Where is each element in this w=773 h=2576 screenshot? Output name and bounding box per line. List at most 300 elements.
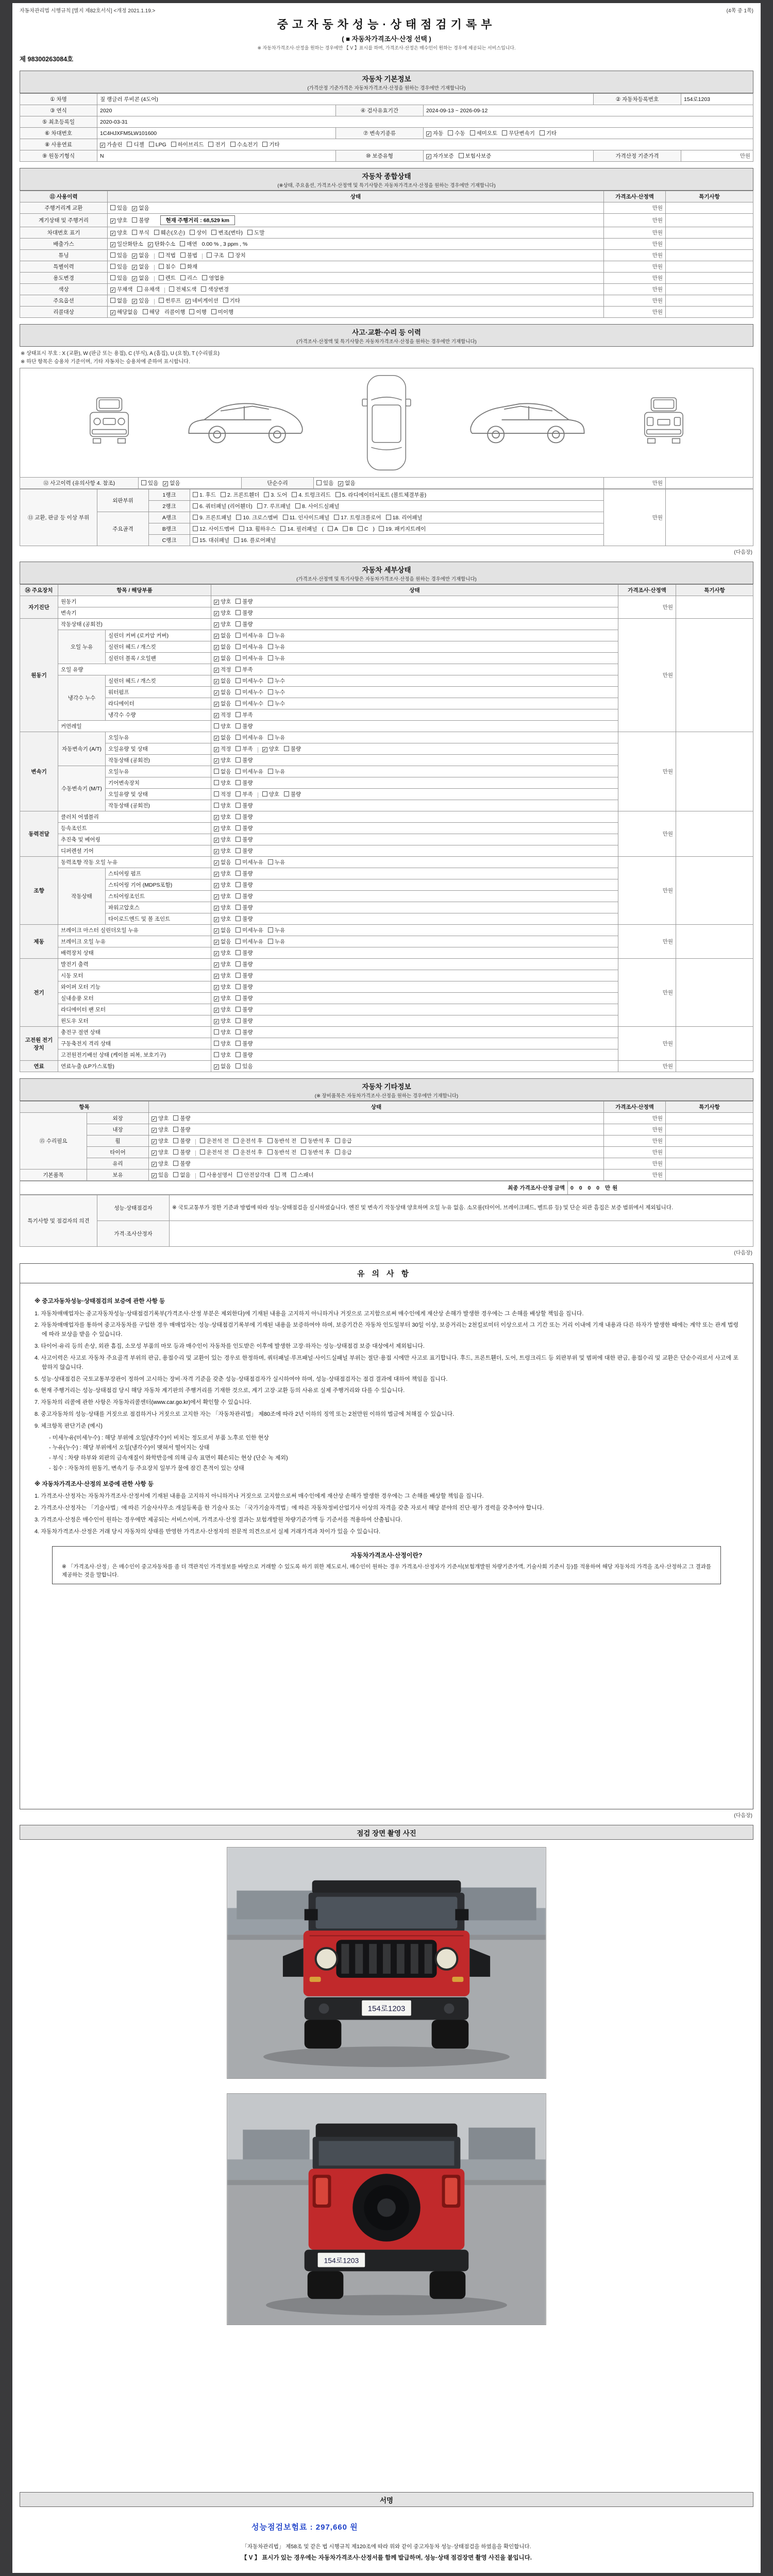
checkbox[interactable]: [262, 791, 267, 796]
checkbox[interactable]: [267, 1149, 273, 1155]
checkbox[interactable]: [132, 230, 137, 235]
checkbox-option[interactable]: [335, 1148, 352, 1156]
checkbox-checked[interactable]: ✓: [214, 815, 219, 820]
checkbox-option[interactable]: [180, 240, 197, 248]
checkbox-checked[interactable]: ✓: [214, 826, 219, 832]
checkbox-option[interactable]: [335, 491, 427, 499]
checkbox-option[interactable]: [316, 479, 333, 487]
checkbox-option[interactable]: [214, 609, 231, 617]
checkbox[interactable]: [284, 791, 289, 796]
checkbox-option[interactable]: [234, 536, 276, 544]
checkbox-option[interactable]: [426, 152, 454, 160]
checkbox[interactable]: [236, 825, 241, 831]
checkbox-option[interactable]: [214, 1051, 231, 1059]
checkbox[interactable]: [173, 1115, 178, 1121]
checkbox-option[interactable]: [148, 240, 176, 248]
checkbox-checked[interactable]: ✓: [132, 299, 137, 304]
checkbox[interactable]: [236, 769, 241, 774]
checkbox[interactable]: [173, 1138, 178, 1143]
checkbox-option[interactable]: [214, 994, 231, 1002]
checkbox-option[interactable]: [236, 1051, 253, 1059]
checkbox[interactable]: [236, 644, 241, 649]
checkbox-checked[interactable]: ✓: [152, 1150, 156, 1156]
checkbox-checked[interactable]: ✓: [214, 622, 219, 628]
checkbox[interactable]: [236, 678, 241, 683]
checkbox[interactable]: [211, 230, 216, 235]
checkbox-option[interactable]: [132, 297, 149, 304]
checkbox-option[interactable]: [284, 790, 301, 798]
checkbox-option[interactable]: [343, 526, 353, 532]
checkbox-option[interactable]: [211, 229, 243, 236]
checkbox[interactable]: [459, 153, 464, 158]
checkbox[interactable]: [236, 927, 241, 933]
checkbox-checked[interactable]: ✓: [427, 154, 431, 159]
checkbox[interactable]: [236, 1007, 241, 1012]
checkbox-option[interactable]: [236, 756, 253, 764]
checkbox-option[interactable]: [214, 858, 231, 866]
checkbox-checked[interactable]: ✓: [152, 1116, 156, 1122]
checkbox-checked[interactable]: ✓: [152, 1173, 156, 1178]
checkbox-option[interactable]: [236, 666, 253, 673]
checkbox[interactable]: [159, 264, 164, 269]
checkbox-checked[interactable]: ✓: [214, 702, 219, 707]
checkbox-option[interactable]: [214, 915, 231, 923]
checkbox[interactable]: [236, 871, 241, 876]
checkbox-checked[interactable]: ✓: [214, 747, 219, 752]
checkbox[interactable]: [358, 526, 363, 531]
checkbox[interactable]: [236, 814, 241, 819]
checkbox[interactable]: [267, 1138, 273, 1143]
checkbox-option[interactable]: [236, 722, 253, 730]
checkbox[interactable]: [236, 791, 241, 796]
checkbox-option[interactable]: [214, 734, 231, 741]
checkbox-option[interactable]: [291, 1171, 313, 1179]
checkbox-option[interactable]: [280, 525, 317, 533]
checkbox-option[interactable]: [236, 870, 253, 877]
checkbox[interactable]: [236, 633, 241, 638]
checkbox-checked[interactable]: ✓: [148, 242, 153, 247]
checkbox-option[interactable]: [171, 141, 204, 148]
checkbox-option[interactable]: [110, 204, 127, 212]
checkbox-option[interactable]: [193, 525, 234, 533]
checkbox[interactable]: [173, 1172, 178, 1177]
checkbox-option[interactable]: [236, 620, 253, 628]
checkbox-option[interactable]: [334, 514, 381, 521]
checkbox-option[interactable]: [200, 1148, 229, 1156]
checkbox-checked[interactable]: ✓: [214, 1064, 219, 1070]
checkbox[interactable]: [173, 1127, 178, 1132]
checkbox-option[interactable]: [143, 308, 160, 316]
checkbox[interactable]: [237, 1172, 242, 1177]
checkbox-checked[interactable]: ✓: [111, 242, 115, 247]
checkbox-option[interactable]: [236, 881, 253, 889]
checkbox-option[interactable]: [236, 938, 263, 945]
checkbox-option[interactable]: [214, 700, 231, 707]
checkbox[interactable]: [214, 1029, 219, 1035]
checkbox-option[interactable]: [284, 745, 301, 753]
checkbox[interactable]: [110, 264, 115, 269]
checkbox-option[interactable]: [100, 141, 122, 148]
checkbox[interactable]: [137, 286, 142, 292]
checkbox-option[interactable]: [159, 263, 176, 270]
checkbox[interactable]: [236, 973, 241, 978]
checkbox-option[interactable]: [262, 790, 279, 798]
checkbox[interactable]: [295, 503, 300, 509]
checkbox[interactable]: [189, 309, 194, 314]
checkbox-option[interactable]: [283, 514, 330, 521]
checkbox[interactable]: [180, 252, 186, 258]
checkbox[interactable]: [193, 526, 198, 531]
checkbox-option[interactable]: [214, 847, 231, 855]
checkbox[interactable]: [328, 526, 333, 531]
checkbox-option[interactable]: [214, 1017, 231, 1025]
checkbox-option[interactable]: [149, 142, 166, 148]
checkbox-checked[interactable]: ✓: [214, 679, 219, 684]
checkbox-option[interactable]: [152, 1137, 169, 1145]
checkbox[interactable]: [190, 230, 195, 235]
checkbox-option[interactable]: [236, 514, 278, 521]
checkbox-option[interactable]: [236, 926, 263, 934]
checkbox-option[interactable]: [426, 129, 443, 137]
checkbox[interactable]: [268, 689, 273, 694]
checkbox-option[interactable]: [267, 1137, 297, 1145]
checkbox-checked[interactable]: ✓: [111, 287, 115, 293]
checkbox-option[interactable]: [214, 677, 231, 685]
checkbox-option[interactable]: [236, 643, 263, 651]
checkbox-option[interactable]: [132, 204, 149, 212]
checkbox-option[interactable]: [236, 745, 253, 753]
checkbox-option[interactable]: [268, 700, 285, 707]
checkbox-option[interactable]: [264, 491, 287, 499]
checkbox[interactable]: [193, 537, 198, 543]
checkbox[interactable]: [280, 526, 285, 531]
checkbox[interactable]: [236, 859, 241, 865]
checkbox-checked[interactable]: ✓: [214, 951, 219, 956]
checkbox-option[interactable]: [110, 308, 138, 316]
checkbox[interactable]: [193, 515, 198, 520]
checkbox[interactable]: [236, 803, 241, 808]
checkbox[interactable]: [173, 1149, 178, 1155]
checkbox-checked[interactable]: ✓: [214, 758, 219, 764]
checkbox-option[interactable]: [110, 285, 132, 293]
checkbox[interactable]: [214, 723, 219, 728]
checkbox-option[interactable]: [132, 251, 149, 259]
checkbox-option[interactable]: [335, 1137, 352, 1145]
checkbox-option[interactable]: [152, 1126, 169, 1133]
checkbox-option[interactable]: [214, 711, 231, 719]
checkbox-option[interactable]: [268, 938, 285, 945]
checkbox-option[interactable]: [132, 216, 149, 224]
checkbox-option[interactable]: [236, 1006, 253, 1013]
checkbox[interactable]: [236, 1063, 241, 1069]
checkbox-option[interactable]: [236, 802, 253, 809]
checkbox-checked[interactable]: ✓: [186, 299, 190, 304]
checkbox-option[interactable]: [110, 263, 127, 270]
checkbox[interactable]: [335, 1138, 340, 1143]
checkbox[interactable]: [180, 241, 185, 246]
checkbox-option[interactable]: [173, 1114, 190, 1122]
checkbox-option[interactable]: [358, 526, 368, 532]
checkbox-option[interactable]: [214, 813, 231, 821]
checkbox[interactable]: [141, 480, 146, 485]
checkbox[interactable]: [200, 1138, 205, 1143]
checkbox[interactable]: [301, 1149, 306, 1155]
checkbox-option[interactable]: [214, 904, 231, 911]
checkbox-option[interactable]: [268, 858, 285, 866]
checkbox-option[interactable]: [141, 479, 158, 487]
checkbox[interactable]: [448, 130, 453, 135]
checkbox[interactable]: [234, 537, 239, 543]
checkbox-checked[interactable]: ✓: [152, 1139, 156, 1144]
checkbox-checked[interactable]: ✓: [214, 860, 219, 866]
checkbox-option[interactable]: [190, 229, 207, 236]
checkbox[interactable]: [236, 780, 241, 785]
checkbox[interactable]: [236, 757, 241, 762]
checkbox-option[interactable]: [110, 216, 127, 224]
checkbox-option[interactable]: [301, 1148, 330, 1156]
checkbox[interactable]: [132, 217, 137, 223]
checkbox[interactable]: [200, 1172, 205, 1177]
checkbox[interactable]: [230, 142, 236, 147]
checkbox-option[interactable]: [267, 1148, 297, 1156]
checkbox[interactable]: [236, 1052, 241, 1057]
checkbox-option[interactable]: [236, 768, 263, 775]
checkbox-option[interactable]: [173, 1171, 190, 1179]
checkbox[interactable]: [214, 1041, 219, 1046]
checkbox[interactable]: [502, 130, 507, 135]
checkbox-option[interactable]: [214, 768, 231, 775]
checkbox-option[interactable]: [236, 688, 263, 696]
checkbox-option[interactable]: [236, 609, 253, 617]
checkbox-option[interactable]: [239, 525, 276, 533]
checkbox-option[interactable]: [540, 129, 557, 137]
checkbox-option[interactable]: [110, 229, 127, 236]
checkbox-option[interactable]: [173, 1126, 190, 1133]
checkbox[interactable]: [193, 492, 198, 497]
checkbox[interactable]: [268, 939, 273, 944]
checkbox-option[interactable]: [236, 824, 253, 832]
checkbox-option[interactable]: [132, 263, 149, 270]
checkbox[interactable]: [159, 298, 164, 303]
checkbox[interactable]: [233, 1149, 239, 1155]
checkbox-option[interactable]: [127, 141, 144, 148]
checkbox[interactable]: [236, 1029, 241, 1035]
checkbox-option[interactable]: [214, 1006, 231, 1013]
checkbox-option[interactable]: [275, 1171, 287, 1179]
checkbox-option[interactable]: [214, 1062, 231, 1070]
checkbox-option[interactable]: [236, 632, 263, 639]
checkbox-option[interactable]: [214, 632, 231, 639]
checkbox[interactable]: [335, 1149, 340, 1155]
checkbox-option[interactable]: [214, 938, 231, 945]
checkbox-checked[interactable]: ✓: [214, 906, 219, 911]
checkbox-option[interactable]: [236, 677, 263, 685]
checkbox[interactable]: [110, 252, 115, 258]
checkbox[interactable]: [268, 644, 273, 649]
checkbox[interactable]: [316, 480, 322, 485]
checkbox-checked[interactable]: ✓: [214, 996, 219, 1002]
checkbox-option[interactable]: [236, 1040, 253, 1047]
checkbox-option[interactable]: [214, 756, 231, 764]
checkbox-option[interactable]: [173, 1160, 190, 1167]
checkbox-checked[interactable]: ✓: [163, 481, 168, 486]
checkbox[interactable]: [236, 848, 241, 853]
checkbox-option[interactable]: [202, 274, 224, 282]
checkbox-checked[interactable]: ✓: [214, 940, 219, 945]
checkbox[interactable]: [257, 503, 262, 509]
checkbox[interactable]: [262, 142, 267, 147]
checkbox-option[interactable]: [268, 654, 285, 662]
checkbox-option[interactable]: [236, 790, 253, 798]
checkbox-option[interactable]: [214, 870, 231, 877]
checkbox-checked[interactable]: ✓: [214, 883, 219, 888]
checkbox[interactable]: [284, 746, 289, 751]
checkbox-option[interactable]: [268, 734, 285, 741]
checkbox[interactable]: [268, 701, 273, 706]
checkbox-option[interactable]: [214, 779, 231, 787]
checkbox-checked[interactable]: ✓: [214, 713, 219, 718]
checkbox-option[interactable]: [268, 632, 285, 639]
checkbox-checked[interactable]: ✓: [111, 231, 115, 236]
checkbox[interactable]: [214, 803, 219, 808]
checkbox[interactable]: [236, 1018, 241, 1023]
checkbox-option[interactable]: [301, 1137, 330, 1145]
checkbox-option[interactable]: [180, 263, 197, 270]
checkbox-option[interactable]: [180, 251, 197, 259]
checkbox[interactable]: [159, 275, 164, 280]
checkbox-option[interactable]: [214, 722, 231, 730]
checkbox-option[interactable]: [379, 525, 426, 533]
checkbox-option[interactable]: [236, 813, 253, 821]
checkbox-option[interactable]: [214, 688, 231, 696]
checkbox-option[interactable]: [152, 1114, 169, 1122]
checkbox[interactable]: [292, 492, 297, 497]
checkbox[interactable]: [236, 667, 241, 672]
checkbox-checked[interactable]: ✓: [214, 985, 219, 990]
checkbox-option[interactable]: [236, 779, 253, 787]
checkbox[interactable]: [236, 621, 241, 626]
checkbox[interactable]: [228, 252, 233, 258]
checkbox[interactable]: [180, 275, 186, 280]
checkbox-option[interactable]: [214, 643, 231, 651]
checkbox[interactable]: [233, 1138, 239, 1143]
checkbox[interactable]: [236, 689, 241, 694]
checkbox[interactable]: [236, 939, 241, 944]
checkbox-option[interactable]: [214, 983, 231, 991]
checkbox-option[interactable]: [236, 598, 253, 605]
checkbox-option[interactable]: [237, 1171, 270, 1179]
checkbox-checked[interactable]: ✓: [214, 838, 219, 843]
checkbox-checked[interactable]: ✓: [214, 974, 219, 979]
checkbox[interactable]: [154, 230, 159, 235]
checkbox-option[interactable]: [262, 141, 279, 148]
checkbox-option[interactable]: [247, 229, 264, 236]
checkbox-option[interactable]: [295, 502, 340, 510]
checkbox[interactable]: [193, 503, 198, 509]
checkbox-checked[interactable]: ✓: [214, 928, 219, 934]
checkbox-option[interactable]: [448, 129, 465, 137]
checkbox-option[interactable]: [214, 949, 231, 957]
checkbox-checked[interactable]: ✓: [214, 962, 219, 968]
checkbox-option[interactable]: [268, 677, 285, 685]
checkbox-option[interactable]: [236, 734, 263, 741]
checkbox-option[interactable]: [207, 251, 224, 259]
checkbox-option[interactable]: [268, 926, 285, 934]
checkbox-option[interactable]: [214, 802, 231, 809]
checkbox[interactable]: [236, 905, 241, 910]
checkbox-checked[interactable]: ✓: [214, 690, 219, 696]
checkbox[interactable]: [236, 610, 241, 615]
checkbox-option[interactable]: [233, 1148, 263, 1156]
checkbox-checked[interactable]: ✓: [111, 218, 115, 224]
checkbox[interactable]: [236, 984, 241, 989]
checkbox-checked[interactable]: ✓: [214, 600, 219, 605]
checkbox-checked[interactable]: ✓: [214, 1019, 219, 1024]
checkbox-option[interactable]: [152, 1160, 169, 1167]
checkbox[interactable]: [236, 723, 241, 728]
checkbox[interactable]: [268, 859, 273, 865]
checkbox[interactable]: [236, 515, 241, 520]
checkbox[interactable]: [283, 515, 288, 520]
checkbox-option[interactable]: [236, 994, 253, 1002]
checkbox-checked[interactable]: ✓: [214, 645, 219, 650]
checkbox-option[interactable]: [214, 1028, 231, 1036]
checkbox-option[interactable]: [211, 308, 233, 316]
checkbox-checked[interactable]: ✓: [152, 1128, 156, 1133]
checkbox-option[interactable]: [214, 598, 231, 605]
checkbox-option[interactable]: [163, 479, 180, 487]
checkbox[interactable]: [202, 275, 207, 280]
checkbox-option[interactable]: [214, 960, 231, 968]
checkbox-option[interactable]: [214, 666, 231, 673]
checkbox-option[interactable]: [152, 1148, 169, 1156]
checkbox-option[interactable]: [236, 1028, 253, 1036]
checkbox-option[interactable]: [233, 1137, 263, 1145]
checkbox-option[interactable]: [236, 1062, 253, 1070]
checkbox-option[interactable]: [328, 526, 338, 532]
checkbox-option[interactable]: [386, 514, 423, 521]
checkbox[interactable]: [223, 298, 228, 303]
checkbox[interactable]: [470, 130, 475, 135]
checkbox-option[interactable]: [137, 285, 159, 293]
checkbox-option[interactable]: [110, 251, 127, 259]
checkbox[interactable]: [180, 264, 186, 269]
checkbox-option[interactable]: [268, 688, 285, 696]
checkbox-option[interactable]: [208, 141, 225, 148]
checkbox[interactable]: [221, 492, 226, 497]
checkbox-option[interactable]: [236, 960, 253, 968]
checkbox[interactable]: [236, 916, 241, 921]
checkbox[interactable]: [268, 633, 273, 638]
checkbox-option[interactable]: [193, 536, 229, 544]
checkbox-option[interactable]: [159, 297, 181, 304]
checkbox-option[interactable]: [338, 479, 355, 487]
checkbox-checked[interactable]: ✓: [132, 265, 137, 270]
checkbox[interactable]: [214, 769, 219, 774]
checkbox-checked[interactable]: ✓: [214, 736, 219, 741]
checkbox-option[interactable]: [236, 711, 253, 719]
checkbox-option[interactable]: [200, 1137, 229, 1145]
checkbox-option[interactable]: [268, 768, 285, 775]
checkbox[interactable]: [171, 142, 176, 147]
checkbox[interactable]: [268, 678, 273, 683]
checkbox[interactable]: [264, 492, 269, 497]
checkbox[interactable]: [214, 1052, 219, 1057]
checkbox-option[interactable]: [262, 745, 279, 753]
checkbox[interactable]: [540, 130, 545, 135]
checkbox-option[interactable]: [110, 240, 143, 248]
checkbox-option[interactable]: [214, 790, 231, 798]
